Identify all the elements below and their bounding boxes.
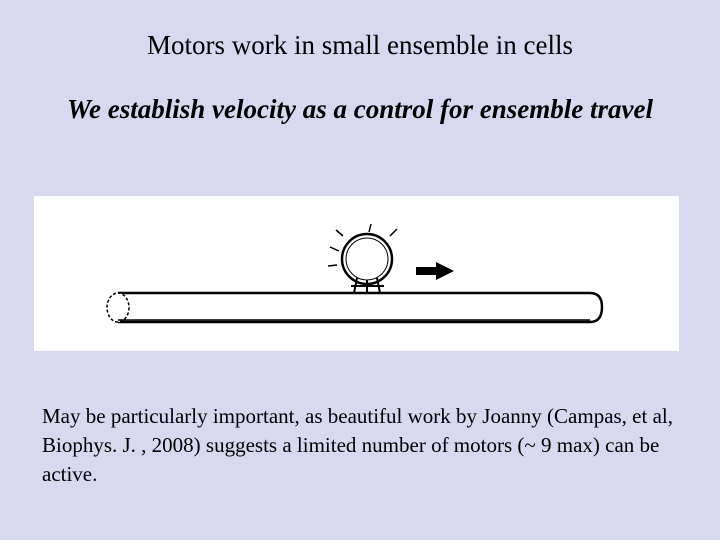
motor-diagram xyxy=(34,196,679,351)
slide-caption: May be particularly important, as beautiful work by Joanny (Campas, et al, Biophys. J. , 2008) suggests a limited number of motors (~ 9 max) can be active. xyxy=(42,404,673,486)
slide-title: Motors work in small ensemble in cells xyxy=(147,30,573,60)
microtubule-track xyxy=(107,293,602,322)
cargo-bead xyxy=(328,224,397,284)
slide-subtitle: We establish velocity as a control for ensemble travel xyxy=(67,94,653,124)
direction-arrow-right-icon xyxy=(416,262,454,280)
